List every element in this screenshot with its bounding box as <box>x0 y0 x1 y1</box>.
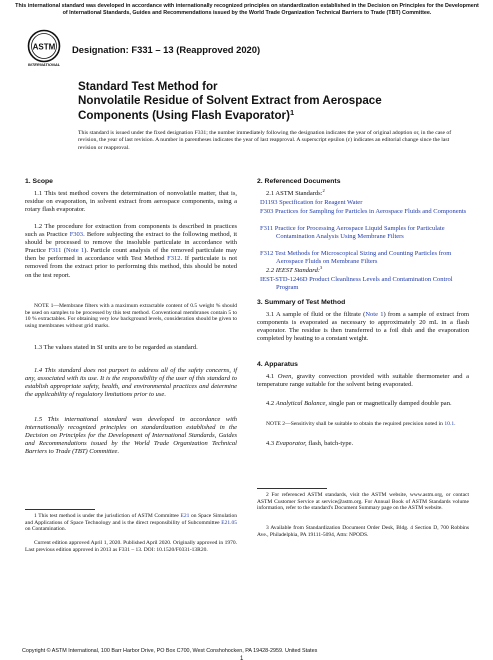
reference-title[interactable]: Practices for Sampling for Particles in Aerospace Fluids and Components <box>275 208 467 215</box>
p3-1-text-a: 3.1 A sample of fluid or the filtrate ( <box>266 311 366 318</box>
footnote-divider-left <box>25 509 95 510</box>
paragraph-1-5: 1.5 This international standard was developed in accordance with internationally recognized principles on standardization established in the Decision on Principles for the Development of International Standards, Guides and Recommendations issued by the World Trade Organization Technical Barriers to Trade (TBT) Committee. <box>25 416 237 456</box>
fn1-text-c: on Contamination. <box>25 526 66 533</box>
link-e21[interactable]: E21 <box>180 513 190 519</box>
title-line-3 <box>78 109 438 123</box>
p4-2-rest: single pan or magnetically damped double pan. <box>327 400 452 407</box>
reference-item-iest[interactable] <box>260 276 469 292</box>
section-2-heading: 2. Referenced Documents <box>257 178 341 185</box>
section-3-heading: 3. Summary of Test Method <box>257 299 346 306</box>
paragraph-1-4: 1.4 This standard does not purport to address all of the safety concerns, if any, associated with its use. It is the responsibility of the user of this standard to establish appropriate safety, health, and environmental practices and determine the applicability of regulatory limitations prior to use. <box>25 367 237 399</box>
p1-2-text-b: . Before subjecting the extract to the following method, it should be processed to remove the insoluble particulate in accordance with Practice <box>25 231 237 255</box>
link-note-1[interactable]: Note 1 <box>65 247 85 255</box>
link-f311[interactable]: F311 <box>48 247 62 255</box>
footnote-2: 2 For referenced ASTM standards, visit the ASTM website, www.astm.org, or contact ASTM Customer Service at service@astm.org. For Annual Book of ASTM Standards volume information, refer to the standard's Document Summary page on the ASTM website. <box>257 492 469 512</box>
p1-2-text-e: . If particulate is not removed from the extract prior to performing this method, this should be noted on the test report. <box>25 255 237 279</box>
p4-1-italic: Oven, <box>277 373 294 380</box>
reference-code[interactable]: F303 <box>260 208 274 215</box>
note-2-text-b: . <box>454 421 456 427</box>
page-number: 1 <box>240 656 244 660</box>
svg-text:ASTM: ASTM <box>32 42 56 52</box>
p4-3-italic: Evaporator, <box>275 440 307 447</box>
p4-2-italic: Analytical Balance, <box>275 400 328 407</box>
reference-title[interactable]: Practice for Processing Aerospace Liquid Samples for Particulate Contamination Analysis Using Membrane Filters <box>274 225 445 241</box>
astm-logo-icon <box>26 29 62 69</box>
paragraph-3-1 <box>257 311 469 343</box>
p1-2-text-d: ). Particle count analysis of the removed particulate may then be performed in accordance with Test Method <box>25 247 237 263</box>
link-note-1[interactable]: Note 1 <box>365 311 384 318</box>
fn1-text-b: on Space Simulation and Applications of Space Technology and is the direct responsibility of Subcommittee <box>25 513 237 526</box>
link-10-1[interactable]: 10.1 <box>444 421 455 427</box>
reference-title[interactable]: Product Cleanliness Levels and Contamination Control Program <box>276 276 453 292</box>
link-f312[interactable]: F312 <box>167 255 181 263</box>
reference-item[interactable] <box>260 199 469 207</box>
copyright-line: Copyright © ASTM International, 100 Barr Harbor Drive, PO Box C700, West Conshohocken, PA 19428-2959. United States <box>22 648 318 654</box>
note-1: NOTE 1—Membrane filters with a maximum extractable content of 0.5 weight % should be used on samples to be processed by this test method. Conventional membranes contain 5 to 10 % extractables. For obtaining very low background levels, consideration should be given to using membranes without grid marks. <box>25 303 237 329</box>
fn1-text-a: 1 This test method is under the jurisdiction of ASTM Committee <box>34 513 181 519</box>
p4-3-rest: flash, batch-type. <box>306 440 354 447</box>
reference-item[interactable] <box>260 250 469 266</box>
p4-1-lead: 4.1 <box>266 373 278 380</box>
reference-title[interactable]: Test Methods for Microscopical Sizing and Counting Particles from Aerospace Fluids on Membrane Filters <box>274 250 452 266</box>
footnote-3: 3 Available from Standardization Document Order Desk, Bldg. 4 Section D, 700 Robbins Ave., Philadelphia, PA 19111-5094, Attn: NPODS. <box>257 525 469 538</box>
paragraph-1-2 <box>25 223 237 280</box>
section-4-heading: 4. Apparatus <box>257 361 298 368</box>
designation: Designation: F331 – 13 (Reapproved 2020) <box>72 44 261 55</box>
astm-standards-subheading <box>266 190 325 198</box>
reference-code[interactable]: IEST-STD-1246D <box>260 276 308 283</box>
paragraph-4-1 <box>257 373 469 389</box>
title-line-2: Nonvolatile Residue of Solvent Extract from Aerospace <box>78 94 382 108</box>
standard-issue-note: This standard is issued under the fixed designation F331; the number immediately following the designation indicates the year of original adoption or, in the case of revision, the year of last revision. A number in parentheses indicates the year of last reapproval. A superscript epsilon (ε) indicates an editorial change since the last revision or reapproval. <box>78 130 452 151</box>
reference-code[interactable]: F312 <box>260 250 274 257</box>
document-title <box>78 80 438 123</box>
ieee-standard-subheading <box>266 267 322 275</box>
title-line-1: Standard Test Method for <box>78 80 218 93</box>
p4-1-rest: gravity convection provided with suitable thermometer and a temperature range suitable for the solvent being evaporated. <box>257 373 469 389</box>
p3-1-text-b: ) from a sample of extract from components is evaporated as necessary to approximately 20 mL in a flash evaporator. The residue is then transferred to a foil dish and the evaporation completed by heating to a constant weight. <box>257 311 470 343</box>
link-e21-05[interactable]: E21.05 <box>221 519 237 526</box>
reference-code[interactable]: D1193 <box>260 199 278 206</box>
astm-standards-label: 2.1 ASTM Standards: <box>266 190 323 197</box>
p4-3-lead: 4.3 <box>266 440 276 447</box>
p1-2-text-c: ( <box>61 247 66 255</box>
title-line-3-text: Components (Using Flash Evaporator) <box>78 108 290 122</box>
paragraph-1-3: 1.3 The values stated in SI units are to be regarded as standard. <box>34 344 198 351</box>
footnote-mark-2: 2 <box>322 188 325 193</box>
footnote-edition: Current edition approved April 1, 2020. Published April 2020. Originally approved in 1970. Last previous edition approved in 2013 as F331 – 13. DOI: 10.1520/F0331-13R20. <box>25 540 237 553</box>
link-f303[interactable]: F303 <box>69 231 84 239</box>
logo-caption: INTERNATIONAL <box>27 62 61 67</box>
reference-item[interactable] <box>260 208 469 216</box>
footnote-mark-3: 3 <box>320 265 323 270</box>
p1-2-text-a: 1.2 The procedure for extraction from components is described in practices such as Practice <box>25 223 237 239</box>
title-footnote-mark: 1 <box>289 107 295 117</box>
reference-item[interactable] <box>260 225 469 241</box>
note-2-text-a: NOTE 2—Sensitivity shall be suitable to obtain the required precision noted in <box>266 421 445 427</box>
footnote-divider-right <box>257 488 327 489</box>
note-2 <box>257 421 469 428</box>
ieee-standard-label: 2.2 IEEST Standard: <box>266 267 320 274</box>
p4-2-lead: 4.2 <box>266 400 276 407</box>
paragraph-4-3 <box>257 440 469 448</box>
reference-title[interactable]: Specification for Reagent Water <box>279 199 363 206</box>
reference-code[interactable]: F311 <box>260 225 274 232</box>
paragraph-1-1: 1.1 This test method covers the determination of nonvolatile matter, that is, residue on evaporation, in solvent extract from aerospace components, using a rotary flash evaporator. <box>25 190 237 214</box>
footnote-1 <box>25 513 237 533</box>
paragraph-4-2 <box>257 400 469 408</box>
section-1-heading: 1. Scope <box>25 178 53 185</box>
compliance-note: This international standard was developed in accordance with internationally recognized principles on standardization established in the Decision on Principles for the Development of International Standards, Guides and Recommendations issued by the World Trade Organization Technical Barriers to Trade (TBT) Committee. <box>15 3 479 16</box>
